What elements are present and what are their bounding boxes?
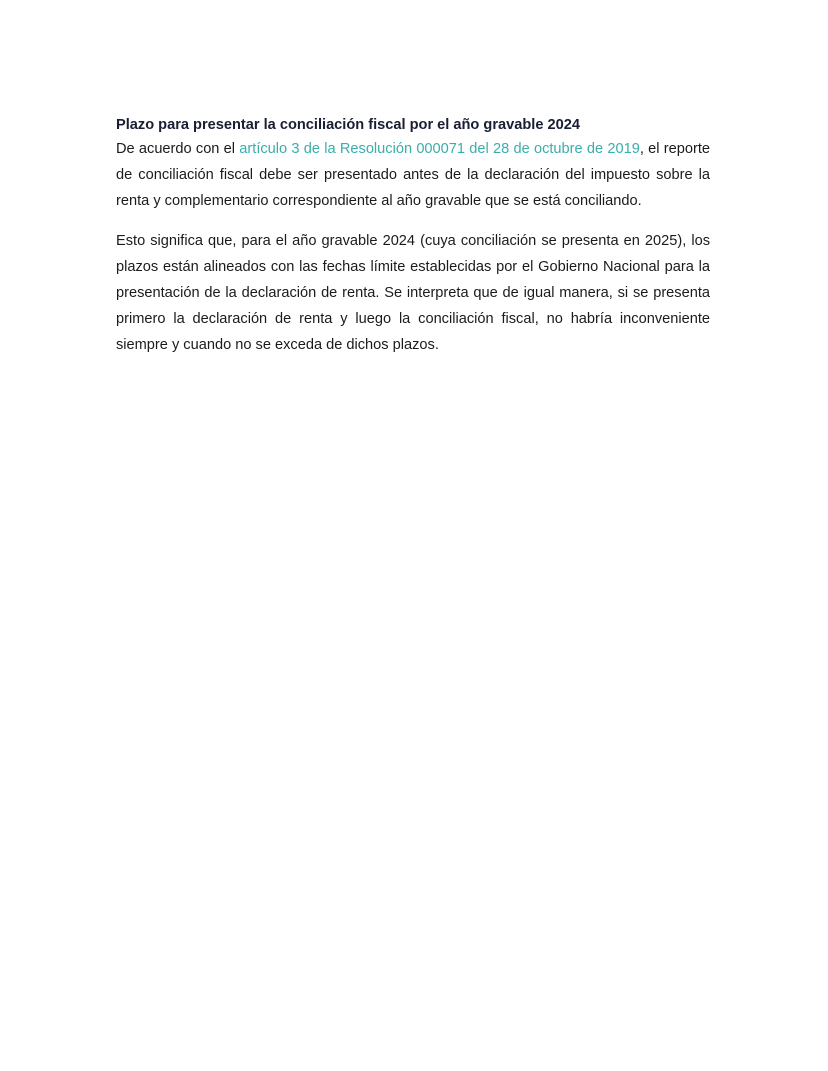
section-title: Plazo para presentar la conciliación fiscal por el año gravable 2024 xyxy=(116,117,580,133)
paragraph-explanation xyxy=(116,228,710,358)
paragraph-line: de conciliación fiscal debe ser presentado antes de la declaración del impuesto sobre la xyxy=(116,167,710,183)
paragraph-line: presentación de la declaración de renta. Se interpreta que de igual manera, si se presenta xyxy=(116,285,710,301)
paragraph-line: renta y complementario correspondiente al año gravable que se está conciliando. xyxy=(116,193,642,209)
document-body xyxy=(116,114,710,358)
text: , el reporte xyxy=(639,141,710,157)
paragraph-resolution xyxy=(116,136,710,214)
paragraph-line: siempre y cuando no se exceda de dichos plazos. xyxy=(116,337,439,353)
text: De acuerdo con el xyxy=(116,141,240,157)
paragraph-line: plazos están alineados con las fechas límite establecidas por el Gobierno Nacional para la xyxy=(116,259,710,275)
paragraph-line: Esto significa que, para el año gravable 2024 (cuya conciliación se presenta en 2025), los xyxy=(116,233,710,249)
paragraph-line xyxy=(116,136,710,162)
resolution-link[interactable]: artículo 3 de la Resolución 000071 del 28 de octubre de 2019 xyxy=(239,141,640,157)
paragraph-line: primero la declaración de renta y luego la conciliación fiscal, no habría inconveniente xyxy=(116,311,710,327)
